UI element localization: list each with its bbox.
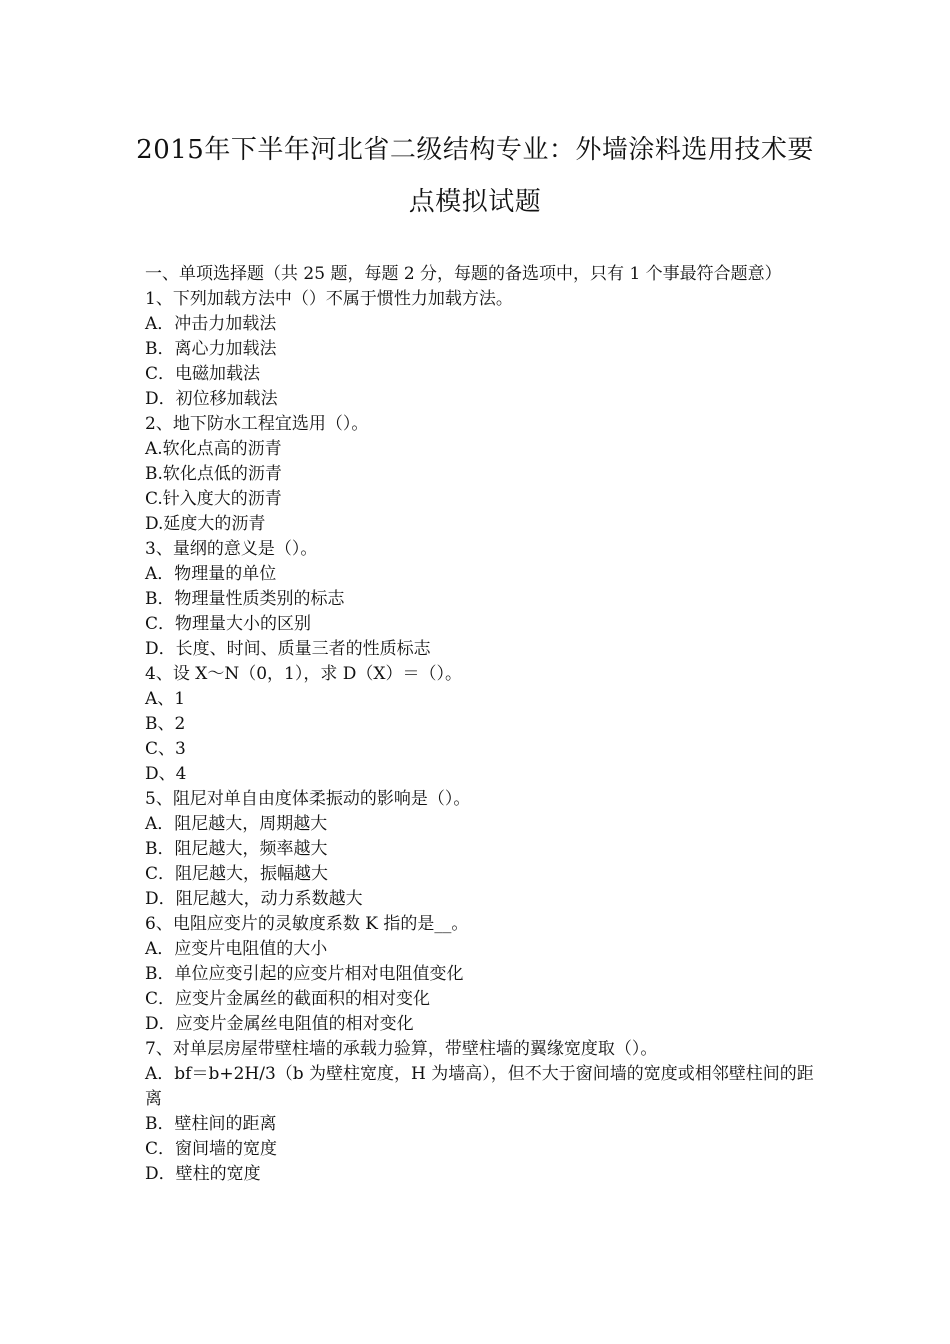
question-7 [145, 1037, 815, 1187]
question-5 [145, 787, 815, 912]
option-c: C．阻尼越大，振幅越大 [145, 864, 329, 884]
option-c: C.针入度大的沥青 [145, 489, 282, 509]
option-a: A．物理量的单位 [145, 564, 277, 584]
option-d: D．阻尼越大，动力系数越大 [145, 889, 363, 909]
option-a: A．阻尼越大，周期越大 [145, 814, 328, 834]
option-c: C．窗间墙的宽度 [145, 1139, 278, 1159]
question-stem: 1、下列加载方法中（）不属于惯性力加载方法。 [145, 289, 513, 309]
option-d: D、4 [145, 764, 187, 784]
option-d: D．初位移加载法 [145, 389, 278, 409]
option-a: A．冲击力加载法 [145, 314, 277, 334]
option-c: C．物理量大小的区别 [145, 614, 312, 634]
question-stem: 7、对单层房屋带壁柱墙的承载力验算，带壁柱墙的翼缘宽度取（）。 [145, 1039, 658, 1059]
question-stem: 3、量纲的意义是（）。 [145, 539, 318, 559]
option-a: A．bf＝b+2H/3（b 为壁柱宽度，H 为墙高），但不大于窗间墙的宽度或相邻壁柱间的距离 [145, 1064, 814, 1109]
option-b: B．单位应变引起的应变片相对电阻值变化 [145, 964, 464, 984]
question-6 [145, 912, 815, 1037]
option-b: B.软化点低的沥青 [145, 464, 282, 484]
option-b: B．离心力加载法 [145, 339, 277, 359]
option-d: D．应变片金属丝电阻值的相对变化 [145, 1014, 414, 1034]
option-c: C．电磁加载法 [145, 364, 261, 384]
question-stem: 6、电阻应变片的灵敏度系数 K 指的是__。 [145, 914, 469, 934]
section-header: 一、单项选择题（共 25 题，每题 2 分，每题的备选项中，只有 1 个事最符合题意） [145, 264, 782, 284]
question-3 [145, 537, 815, 662]
option-c: C．应变片金属丝的截面积的相对变化 [145, 989, 431, 1009]
document-title-line-1: 2015年下半年河北省二级结构专业：外墙涂料选用技术要 [136, 135, 814, 165]
option-d: D.延度大的沥青 [145, 514, 266, 534]
question-stem: 2、地下防水工程宜选用（）。 [145, 414, 369, 434]
option-c: C、3 [145, 739, 186, 759]
question-1 [145, 287, 815, 412]
question-2 [145, 412, 815, 537]
document-body [145, 262, 815, 1187]
document-title-line-2: 点模拟试题 [408, 187, 542, 217]
question-4 [145, 662, 815, 787]
option-b: B．物理量性质类别的标志 [145, 589, 345, 609]
question-stem: 4、设 X～N（0，1），求 D（X）＝（）。 [145, 664, 462, 684]
option-b: B、2 [145, 714, 186, 734]
option-b: B．阻尼越大，频率越大 [145, 839, 328, 859]
option-a: A、1 [145, 689, 186, 709]
option-a: A.软化点高的沥青 [145, 439, 282, 459]
option-a: A．应变片电阻值的大小 [145, 939, 328, 959]
option-b: B．壁柱间的距离 [145, 1114, 277, 1134]
option-d: D．壁柱的宽度 [145, 1164, 261, 1184]
question-stem: 5、阻尼对单自由度体柔振动的影响是（）。 [145, 789, 471, 809]
option-d: D．长度、时间、质量三者的性质标志 [145, 639, 431, 659]
